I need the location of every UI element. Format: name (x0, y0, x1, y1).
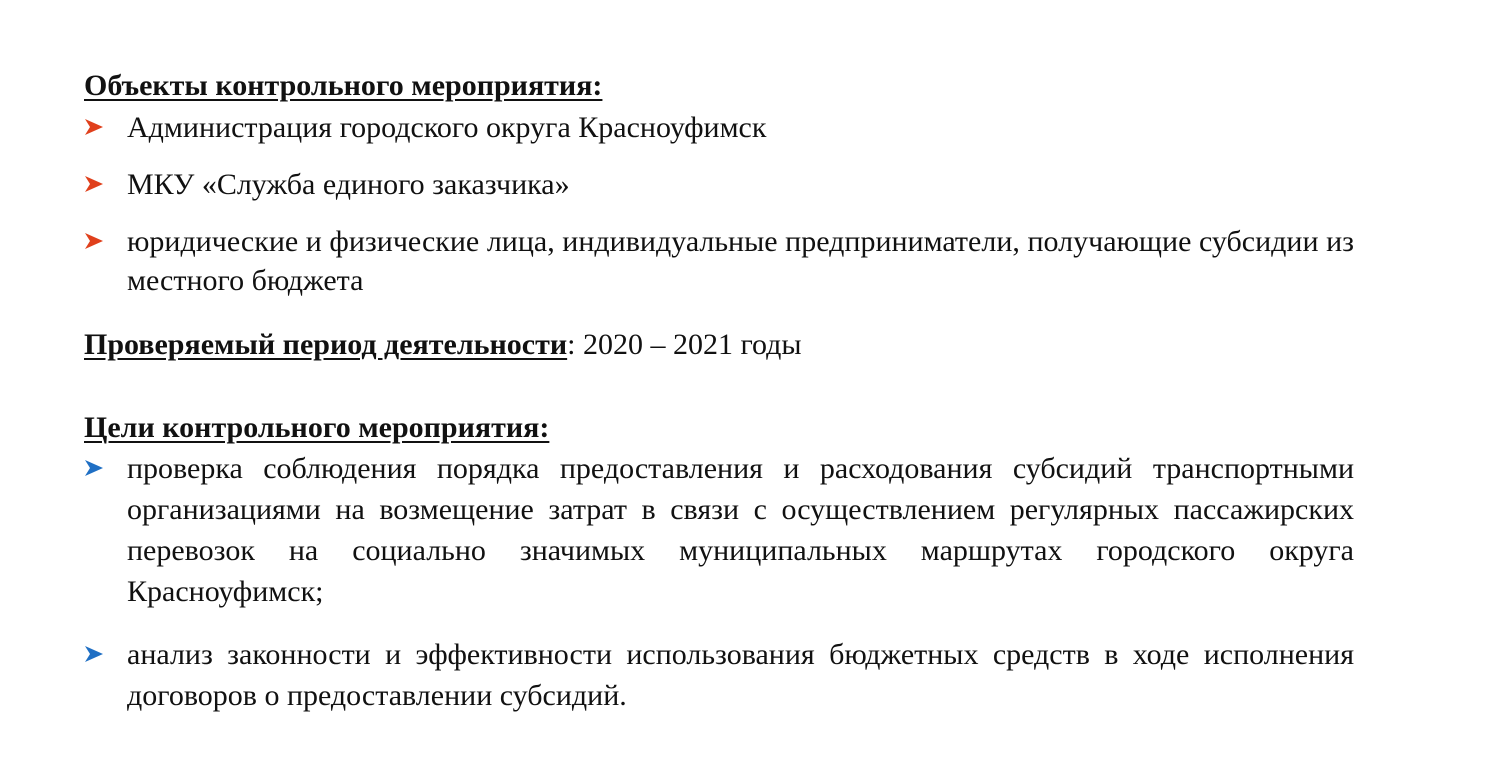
goals-heading: Цели контрольного мероприятия: (84, 411, 550, 444)
objects-heading: Объекты контрольного мероприятия: (84, 69, 603, 102)
list-item (84, 448, 1354, 612)
arrow-bullet-icon (84, 174, 104, 194)
arrow-bullet-icon (84, 644, 104, 664)
goals-list (84, 448, 1354, 716)
list-item-text: юридические и физические лица, индивидуальные предприниматели, получающие субсидии из местного бюджета (127, 225, 1354, 297)
list-item (84, 165, 1354, 204)
arrow-bullet-icon (84, 231, 104, 251)
slide-content (84, 66, 1354, 738)
list-item-text: анализ законности и эффективности использования бюджетных средств в ходе исполнения договоров о предоставлении субсидий. (127, 638, 1354, 712)
list-item (84, 108, 1354, 147)
list-item-text: МКУ «Служба единого заказчика» (127, 168, 570, 201)
list-item (84, 222, 1354, 300)
arrow-bullet-icon (84, 458, 104, 478)
period-label: Проверяемый период деятельности (84, 328, 568, 361)
objects-list (84, 108, 1354, 300)
arrow-bullet-icon (84, 117, 104, 137)
period-line (84, 325, 1354, 365)
list-item (84, 634, 1354, 716)
period-value: : 2020 – 2021 годы (567, 328, 802, 361)
list-item-text: Администрация городского округа Красноуфимск (127, 111, 767, 144)
list-item-text: проверка соблюдения порядка предоставления и расходования субсидий транспортными организациями на возмещение затрат в связи с осуществлением регулярных пассажирских перевозок на социально значимых муниципальных маршрутах городского округа Красноуфимск; (127, 452, 1354, 608)
